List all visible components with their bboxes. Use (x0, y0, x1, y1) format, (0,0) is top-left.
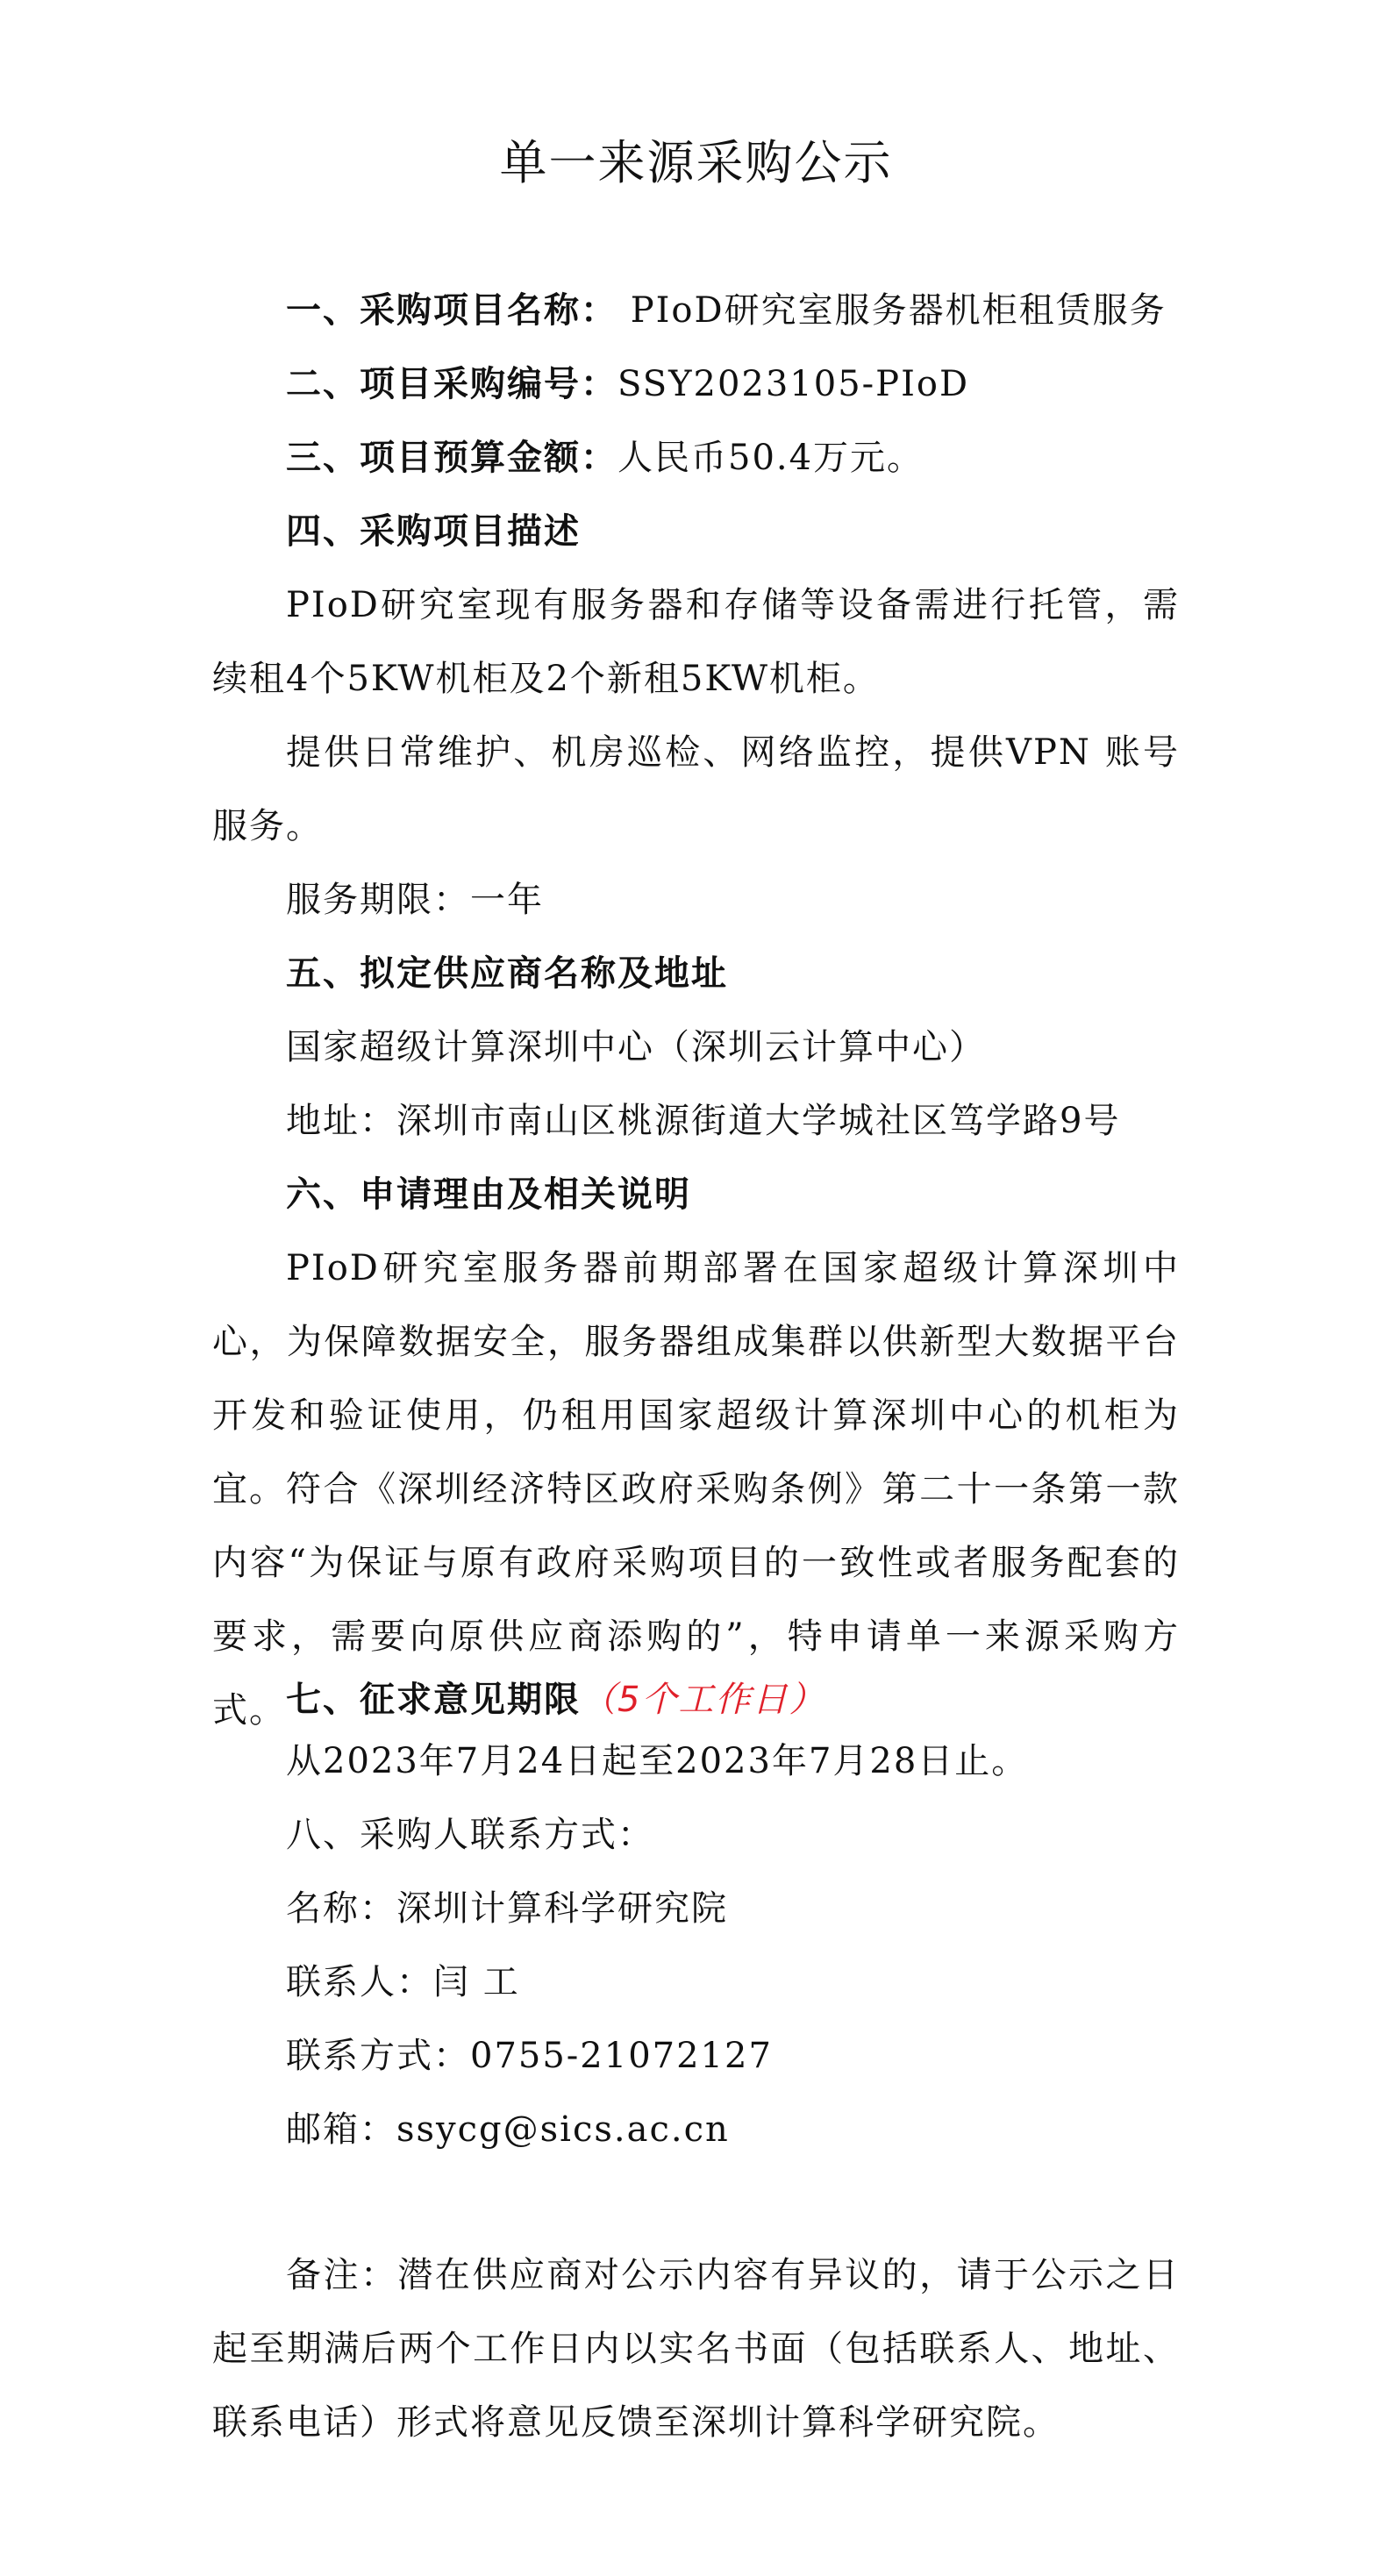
item-3-value: 人民币50.4万元。 (617, 438, 924, 478)
contact-email: 邮箱：ssycg@sics.ac.cn (286, 2109, 730, 2150)
page-title: 单一来源采购公示 (499, 135, 893, 190)
remark: 备注：潜在供应商对公示内容有异议的，请于公示之日起至期满后两个工作日内以实名书面（包括联系人、地址、联系电话）形式将意见反馈至深圳计算科学研究院。 (212, 2255, 1180, 2443)
item-5-label: 五、拟定供应商名称及地址 (286, 953, 728, 994)
item-4-label: 四、采购项目描述 (286, 511, 581, 552)
item-7-label: 七、征求意见期限 (286, 1680, 581, 1720)
item-4-paragraph-3: 服务期限：一年 (286, 880, 544, 920)
item-1-value: PIoD研究室服务器机柜租赁服务 (617, 290, 1167, 331)
supplier-address: 地址：深圳市南山区桃源街道大学城社区笃学路9号 (286, 1101, 1121, 1141)
item-2 (212, 360, 1180, 409)
item-6-label: 六、申请理由及相关说明 (286, 1174, 691, 1215)
item-6-paragraph-2: 符合《深圳经济特区政府采购条例》第二十一条第一款内容“为保证与原有政府采购项目的一致性或者服务配套的要求，需要向原供应商添购的”，特申请单一来源采购方式。 (212, 1469, 1180, 1730)
item-1-label: 一、采购项目名称： (286, 290, 617, 331)
item-8-label: 八、采购人联系方式： (286, 1815, 654, 1855)
item-2-label: 二、项目采购编号： (286, 364, 617, 404)
item-5-heading (212, 949, 1180, 998)
comment-period: 从2023年7月24日起至2023年7月28日止。 (286, 1741, 1029, 1781)
item-6-heading (212, 1170, 1180, 1219)
item-8-heading (212, 1810, 1180, 1859)
item-6-paragraph-1: PIoD研究室服务器前期部署在国家超级计算深圳中心，为保障数据安全，服务器组成集群以供新型大数据平台开发和验证使用，仍租用国家超级计算深圳中心的机柜为宜。 (212, 1248, 1180, 1509)
purchaser-name: 名称：深圳计算科学研究院 (286, 1888, 728, 1929)
contact-person: 联系人：闫 工 (286, 1962, 520, 2002)
item-7-note: （5个工作日） (581, 1680, 826, 1720)
item-3 (212, 433, 1180, 482)
item-7-heading (212, 1675, 1180, 1724)
item-1 (212, 286, 1180, 335)
supplier-name: 国家超级计算深圳中心（深圳云计算中心） (286, 1027, 986, 1067)
item-4-heading (212, 507, 1180, 556)
item-4-paragraph-2: 提供日常维护、机房巡检、网络监控，提供VPN 账号服务。 (212, 732, 1180, 846)
item-2-value: SSY2023105-PIoD (617, 364, 970, 404)
contact-phone: 联系方式：0755-21072127 (286, 2036, 773, 2076)
item-3-label: 三、项目预算金额： (286, 438, 617, 478)
item-4-paragraph-1: PIoD研究室现有服务器和存储等设备需进行托管，需续租4个5KW机柜及2个新租5KW机柜。 (212, 585, 1180, 699)
